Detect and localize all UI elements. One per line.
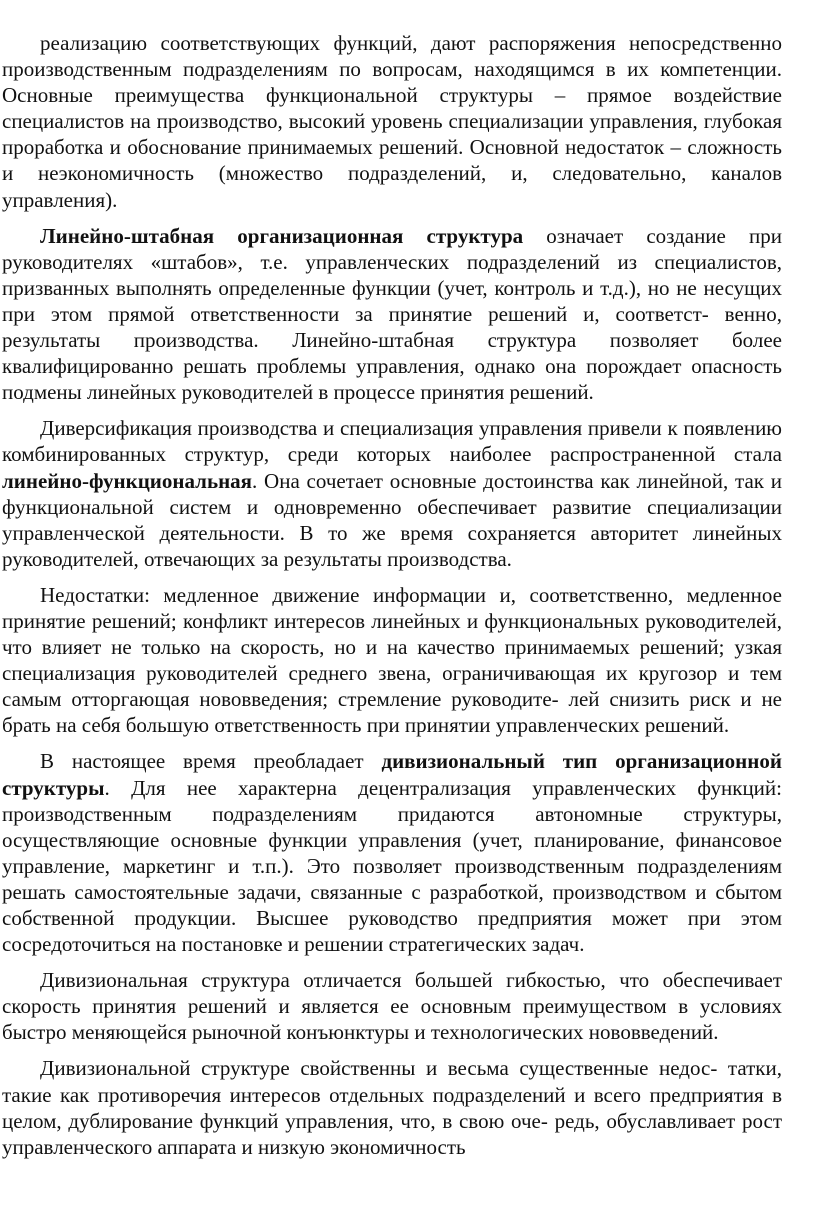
bold-term: дивизиональный тип организационной структуры <box>2 749 782 800</box>
paragraph-text: Недостатки: медленное движение информации и, соответственно, медленное принятие решений; конфликт интересов линейных и функциональных руководителей, что влияет не только на скорость, но и на качество принимаемых решений; узкая специализация руководителей среднего звена, ограничивающая их кругозор и тем самым отторгающая нововведения; стремление руководите- лей снизить риск и не брать на себя большую ответственность при принятии управленческих решений. <box>2 582 782 738</box>
paragraph-text: В настоящее время преобладает <box>40 749 382 774</box>
paragraph-text: означает создание при руководителях «штабов», т.е. управленческих подразделений из специалистов, призванных выполнять определенные функции (учет, контроль и т.д.), но не несущих при этом прямой ответственности за принятие решений и, соответст- венно, результаты производства. Линейно-штабная структура позволяет более квалифицированно решать проблемы управления, однако она порождает опасность подмены линейных руководителей в процессе принятия решений. <box>2 223 782 405</box>
paragraph-text: . Для нее характерна децентрализация управленческих функций: производственным подразделениям придаются автономные структуры, осуществляющие основные функции управления (учет, планирование, финансовое управление, маркетинг и т.п.). Это позволяет производственным подразделениям решать самостоятельные задачи, связанные с разработкой, производством и сбытом собственной продукции. Высшее руководство предприятия может при этом сосредоточиться на постановке и решении стратегических задач. <box>2 775 782 957</box>
document-body <box>2 30 782 1160</box>
paragraph <box>2 748 782 957</box>
paragraph <box>2 415 782 572</box>
bold-term: линейно-функциональная <box>2 468 253 493</box>
paragraph-text: Дивизиональной структуре свойственны и весьма существенные недос- татки, такие как противоречия интересов отдельных подразделений и всего предприятия в целом, дублирование функций управления, что, в свою оче- редь, обуславливает рост управленческого аппарата и низкую экономичность <box>2 1056 782 1159</box>
paragraph-text: реализацию соответствующих функций, дают распоряжения непосредственно производственным подразделениям по вопросам, находящимся в их компетенции. Основные преимущества функциональной структуры – прямое воздействие специалистов на производство, высокий уровень специализации управления, глубокая проработка и обоснование принимаемых решений. Основной недостаток – сложность и неэкономичность (множество подразделений, и, следовательно, каналов управления). <box>2 31 782 212</box>
paragraph-text: Дивизиональная структура отличается большей гибкостью, что обеспечивает скорость принятия решений и является ее основным преимуществом в условиях быстро меняющейся рыночной конъюнктуры и технологических нововведений. <box>2 968 782 1045</box>
paragraph <box>2 223 782 406</box>
paragraph <box>2 1055 782 1159</box>
paragraph-text: Диверсификация производства и специализация управления привели к появлению комбинированных структур, среди которых наиболее распространенной стала <box>2 416 782 467</box>
paragraph <box>2 30 782 213</box>
paragraph <box>2 582 782 739</box>
paragraph <box>2 967 782 1045</box>
bold-term: Линейно-штабная организационная структура <box>40 223 524 248</box>
paragraph-text: . Она сочетает основные достоинства как линейной, так и функциональной систем и одновременно обеспечивает развитие специализации управленческой деятельности. В то же время сохраняется авторитет линейных руководителей, отвечающих за результаты производства. <box>2 468 782 571</box>
